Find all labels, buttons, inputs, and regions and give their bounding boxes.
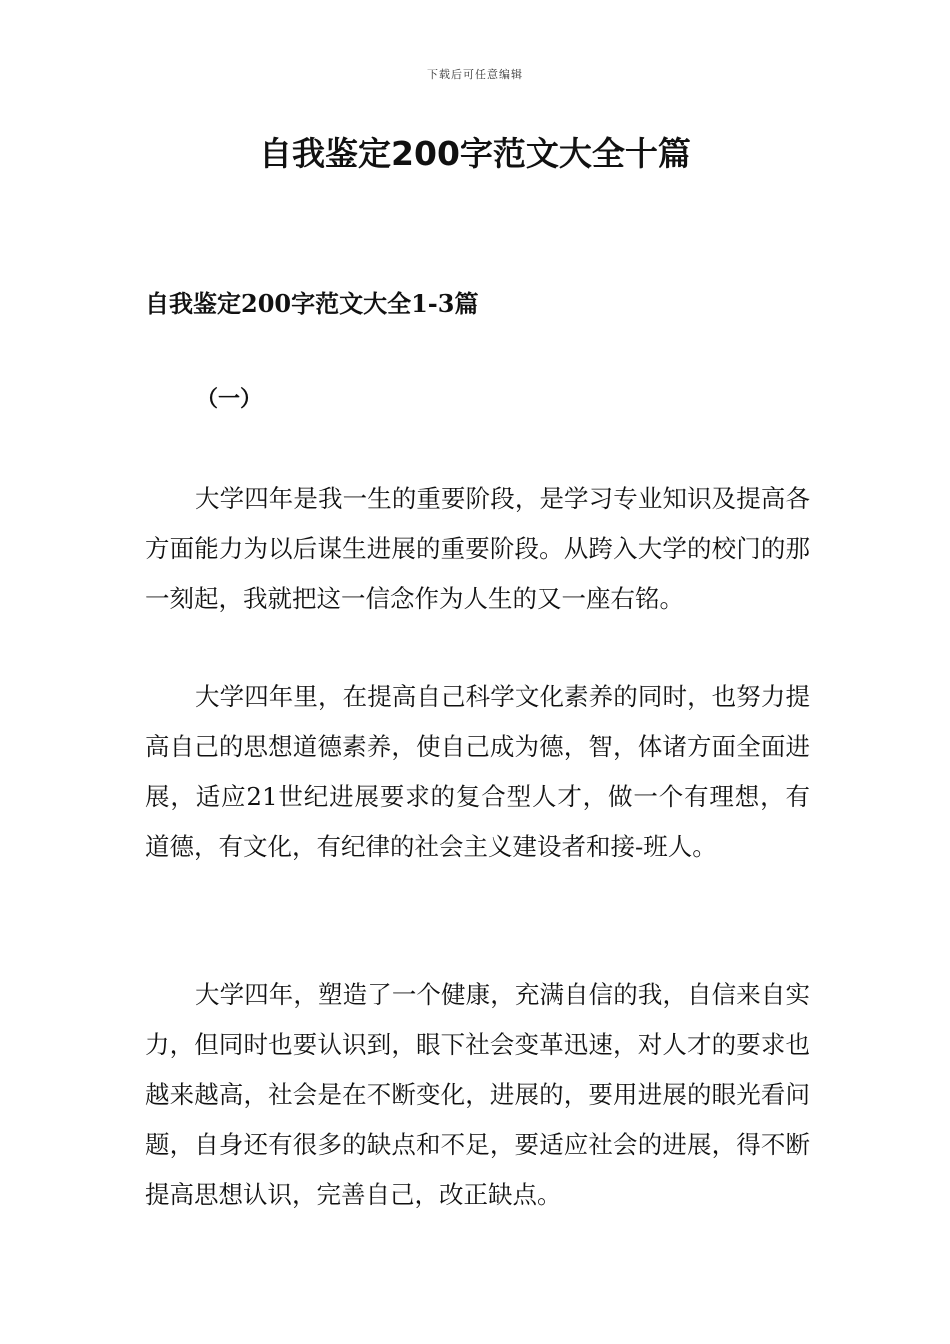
paragraph-1: 大学四年是我一生的重要阶段，是学习专业知识及提高各方面能力为以后谋生进展的重要阶段。从跨入大学的校门的那一刻起，我就把这一信念作为人生的又一座右铭。 xyxy=(145,484,810,613)
document-title: 自我鉴定200字范文大全十篇 xyxy=(259,134,691,173)
sub-heading: （一） xyxy=(196,386,263,412)
section-heading: 自我鉴定200字范文大全1-3篇 xyxy=(145,289,479,318)
paragraph-2: 大学四年里，在提高自己科学文化素养的同时，也努力提高自己的思想道德素养，使自己成为德，智，体诸方面全面进展，适应21世纪进展要求的复合型人才，做一个有理想，有道德，有文化，有纪律的社会主义建设者和接-班人。 xyxy=(145,682,810,861)
header-note: 下载后可任意编辑 xyxy=(427,68,523,81)
paragraph-3: 大学四年，塑造了一个健康，充满自信的我，自信来自实力，但同时也要认识到，眼下社会变革迅速，对人才的要求也越来越高，社会是在不断变化，进展的，要用进展的眼光看问题，自身还有很多的缺点和不足，要适应社会的进展，得不断提高思想认识，完善自己，改正缺点。 xyxy=(145,980,810,1209)
